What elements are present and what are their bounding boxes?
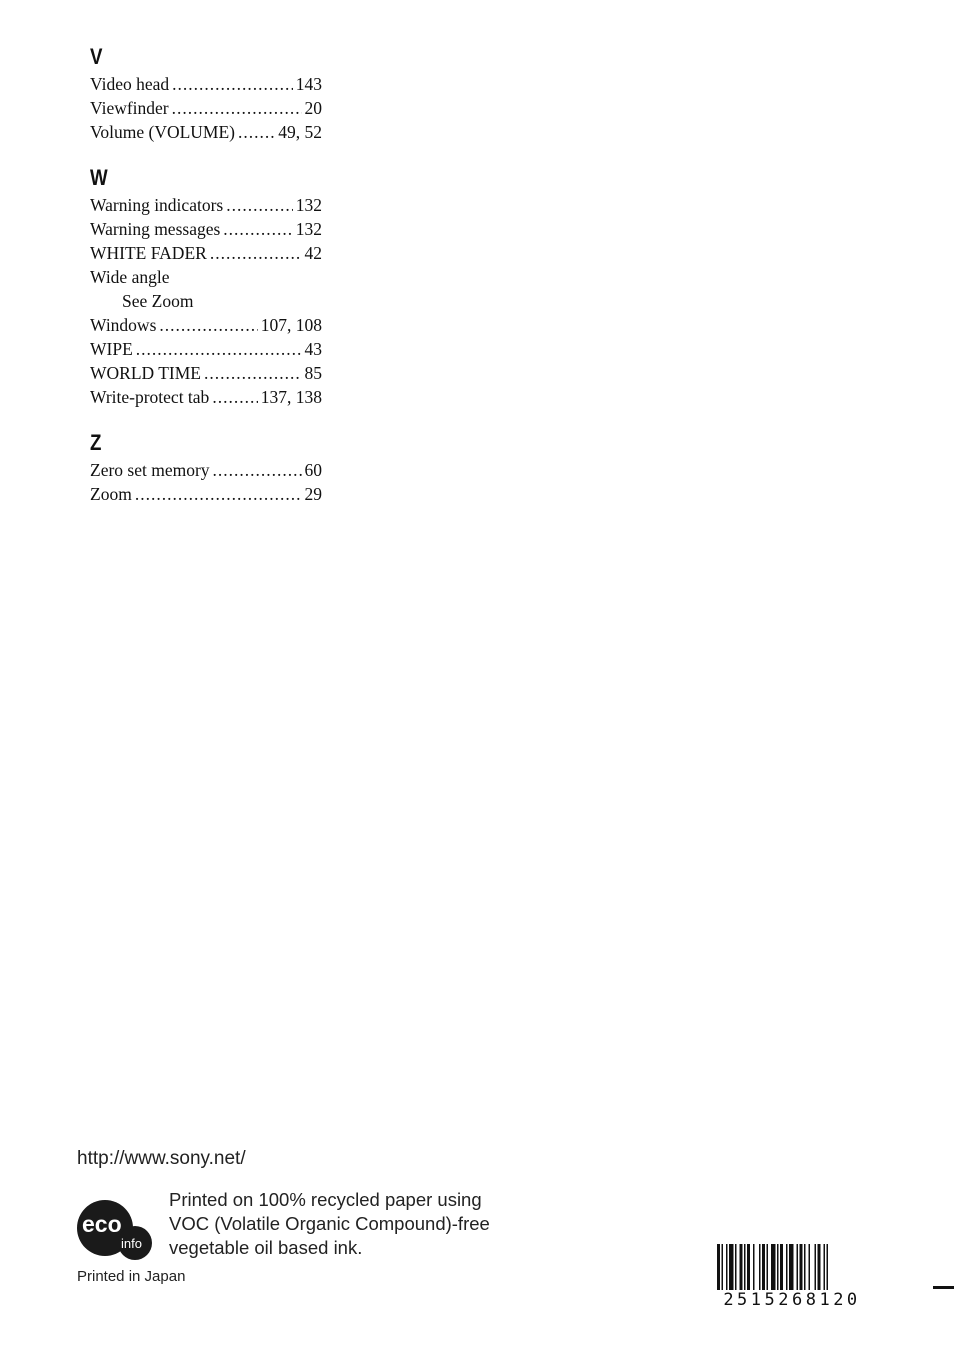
barcode-bar	[762, 1244, 765, 1290]
index-pages: 137, 138	[260, 387, 322, 407]
index-term: See Zoom	[122, 291, 194, 311]
index-section	[90, 428, 322, 506]
page-edge-mark	[933, 1286, 954, 1289]
section-letter: W	[90, 165, 108, 190]
barcode-bar	[735, 1244, 737, 1290]
dot-leader	[172, 72, 293, 96]
barcode-bar	[777, 1244, 779, 1290]
index-pages: 29	[304, 484, 322, 504]
eco-statement	[169, 1188, 490, 1260]
index-entry	[90, 193, 322, 217]
index-entry	[90, 72, 322, 96]
barcode-number: 2515268120	[723, 1290, 861, 1310]
barcode-bar	[789, 1244, 794, 1290]
barcode-bar	[818, 1244, 821, 1290]
barcode-bar	[767, 1244, 769, 1290]
index-term: Warning messages	[90, 219, 221, 239]
index-pages: 143	[295, 74, 322, 94]
index-pages: 85	[304, 363, 322, 383]
dot-leader	[204, 361, 302, 385]
barcode-bar	[809, 1244, 811, 1290]
barcode-bar	[797, 1244, 799, 1290]
index-entry	[90, 96, 322, 120]
barcode-bar	[740, 1244, 743, 1290]
eco-info-logo-icon	[77, 1197, 152, 1260]
dot-leader	[226, 193, 293, 217]
index-entry	[90, 217, 322, 241]
index-term: Zoom	[90, 484, 132, 504]
barcode-bar	[800, 1244, 803, 1290]
barcode-bar	[744, 1244, 746, 1290]
dot-leader	[210, 241, 302, 265]
index-term: Write-protect tab	[90, 387, 210, 407]
dot-leader	[135, 482, 302, 506]
barcode-bar	[717, 1244, 720, 1290]
barcode	[717, 1244, 867, 1290]
dot-leader	[136, 337, 302, 361]
index-entry	[90, 265, 322, 289]
index-section	[90, 42, 322, 144]
index-pages: 49, 52	[278, 122, 322, 142]
eco-line: VOC (Volatile Organic Compound)-free	[169, 1213, 490, 1234]
barcode-bar	[827, 1244, 829, 1290]
index-term: Viewfinder	[90, 98, 169, 118]
barcode-bar	[759, 1244, 761, 1290]
dot-leader	[172, 96, 302, 120]
printed-in-japan: Printed in Japan	[77, 1268, 186, 1285]
index-pages: 42	[304, 243, 322, 263]
index-entry	[90, 241, 322, 265]
dot-leader	[212, 385, 257, 409]
barcode-bar	[753, 1244, 755, 1290]
dot-leader	[238, 120, 275, 144]
index-term: Volume (VOLUME)	[90, 122, 236, 142]
index-term: Wide angle	[90, 267, 170, 287]
barcode-bar	[747, 1244, 750, 1290]
index-entry	[90, 458, 322, 482]
barcode-bar	[786, 1244, 788, 1290]
index-term: Warning indicators	[90, 195, 224, 215]
dot-leader	[213, 458, 302, 482]
index-term: Zero set memory	[90, 460, 210, 480]
barcode-bar	[780, 1244, 783, 1290]
eco-line: Printed on 100% recycled paper using	[169, 1189, 482, 1210]
index-entry	[90, 337, 322, 361]
eco-logo-sub: info	[121, 1236, 142, 1251]
barcode-bar	[815, 1244, 817, 1290]
index-entry	[90, 482, 322, 506]
index-entry	[90, 313, 322, 337]
index-term: Video head	[90, 74, 170, 94]
eco-logo-word: eco	[82, 1211, 122, 1237]
barcode-bar	[726, 1244, 728, 1290]
index-entry	[90, 289, 322, 313]
index-term: Windows	[90, 315, 157, 335]
sony-url: http://www.sony.net/	[77, 1148, 246, 1169]
index-term: WHITE FADER	[90, 243, 207, 263]
index-pages: 132	[295, 219, 322, 239]
index-term: WORLD TIME	[90, 363, 201, 383]
barcode-bar	[722, 1244, 724, 1290]
index-pages: 60	[304, 460, 322, 480]
dot-leader	[159, 313, 257, 337]
barcode-bar	[771, 1244, 776, 1290]
dot-leader	[223, 217, 292, 241]
index-entry	[90, 120, 322, 144]
index-section	[90, 163, 322, 409]
index-entry	[90, 361, 322, 385]
index-pages: 132	[295, 195, 322, 215]
eco-line: vegetable oil based ink.	[169, 1237, 363, 1258]
section-letter: Z	[90, 430, 102, 455]
index-entry	[90, 385, 322, 409]
index-pages: 43	[304, 339, 322, 359]
barcode-bar	[729, 1244, 734, 1290]
section-letter: V	[90, 44, 103, 69]
index-pages: 20	[304, 98, 322, 118]
barcode-bar	[824, 1244, 826, 1290]
index-term: WIPE	[90, 339, 133, 359]
index-column	[90, 42, 322, 525]
index-pages: 107, 108	[260, 315, 322, 335]
barcode-bar	[804, 1244, 806, 1290]
